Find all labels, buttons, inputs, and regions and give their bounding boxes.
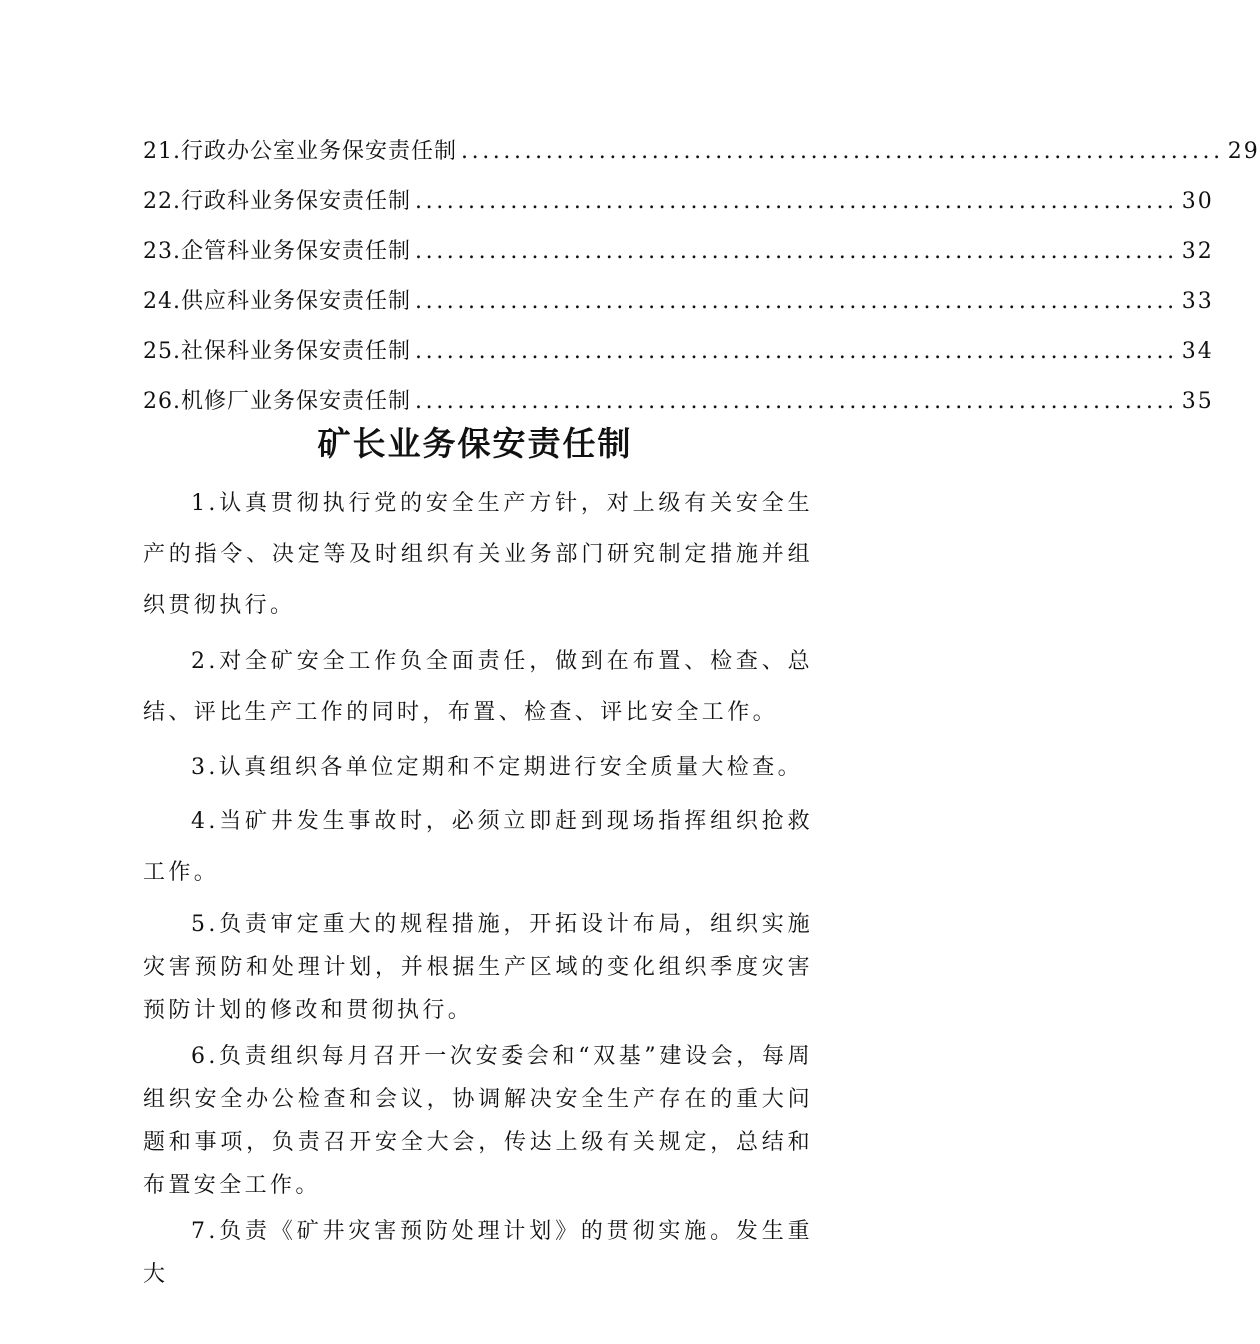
paragraph: 4.当矿井发生事故时，必须立即赶到现场指挥组织抢救工作。 bbox=[143, 809, 813, 885]
paragraph: 5.负责审定重大的规程措施，开拓设计布局，组织实施灾害预防和处理计划，并根据生产区域的变化组织季度灾害预防计划的修改和贯彻执行。 bbox=[143, 912, 813, 1023]
toc-entry-title: 机修厂业务保安责任制 bbox=[181, 389, 412, 414]
toc-entry-title: 供应科业务保安责任制 bbox=[181, 289, 412, 314]
document-title: 矿长业务保安责任制 bbox=[317, 424, 633, 463]
toc-dot-leader: ........................................................................ bbox=[415, 289, 1178, 314]
toc-entry[interactable] bbox=[143, 180, 1214, 230]
toc-entry-number: 24. bbox=[143, 289, 181, 314]
toc-entry-title: 企管科业务保安责任制 bbox=[181, 239, 412, 264]
toc-entry-title: 行政办公室业务保安责任制 bbox=[181, 139, 458, 164]
toc-entry-number: 26. bbox=[143, 389, 181, 414]
toc-entry-page: 29 bbox=[1227, 139, 1260, 164]
toc-entry-number: 25. bbox=[143, 339, 181, 364]
toc-dot-leader: ........................................................................ bbox=[415, 239, 1178, 264]
toc-entry-page: 32 bbox=[1181, 239, 1214, 264]
toc-dot-leader: ........................................................................ bbox=[415, 189, 1178, 214]
paragraph: 3.认真组织各单位定期和不定期进行安全质量大检查。 bbox=[191, 755, 803, 780]
toc-entry-page: 33 bbox=[1181, 289, 1214, 314]
toc-dot-leader: ........................................................................ bbox=[415, 389, 1178, 414]
toc-dot-leader: ........................................................................ bbox=[415, 339, 1178, 364]
toc-entry[interactable] bbox=[143, 230, 1214, 280]
document-body bbox=[143, 478, 813, 1296]
toc-entry-page: 35 bbox=[1181, 389, 1214, 414]
paragraph: 1.认真贯彻执行党的安全生产方针，对上级有关安全生产的指令、决定等及时组织有关业务部门研究制定措施并组织贯彻执行。 bbox=[143, 491, 813, 618]
paragraph: 2.对全矿安全工作负全面责任，做到在布置、检查、总结、评比生产工作的同时，布置、检查、评比安全工作。 bbox=[143, 649, 813, 725]
paragraph: 6.负责组织每月召开一次安委会和“双基”建设会，每周组织安全办公检查和会议，协调解决安全生产存在的重大问题和事项，负责召开安全大会，传达上级有关规定，总结和布置安全工作。 bbox=[143, 1044, 813, 1198]
table-of-contents bbox=[143, 130, 1260, 430]
toc-entry[interactable] bbox=[143, 130, 1260, 180]
toc-entry-page: 30 bbox=[1181, 189, 1214, 214]
toc-entry-number: 23. bbox=[143, 239, 181, 264]
toc-entry-number: 22. bbox=[143, 189, 181, 214]
toc-entry-page: 34 bbox=[1181, 339, 1214, 364]
toc-entry[interactable] bbox=[143, 280, 1214, 330]
toc-entry-title: 行政科业务保安责任制 bbox=[181, 189, 412, 214]
toc-entry-title: 社保科业务保安责任制 bbox=[181, 339, 412, 364]
paragraph: 7.负责《矿井灾害预防处理计划》的贯彻实施。发生重大 bbox=[143, 1219, 813, 1287]
toc-entry[interactable] bbox=[143, 330, 1214, 380]
toc-entry-number: 21. bbox=[143, 139, 181, 164]
toc-dot-leader: ........................................................................ bbox=[461, 139, 1224, 164]
